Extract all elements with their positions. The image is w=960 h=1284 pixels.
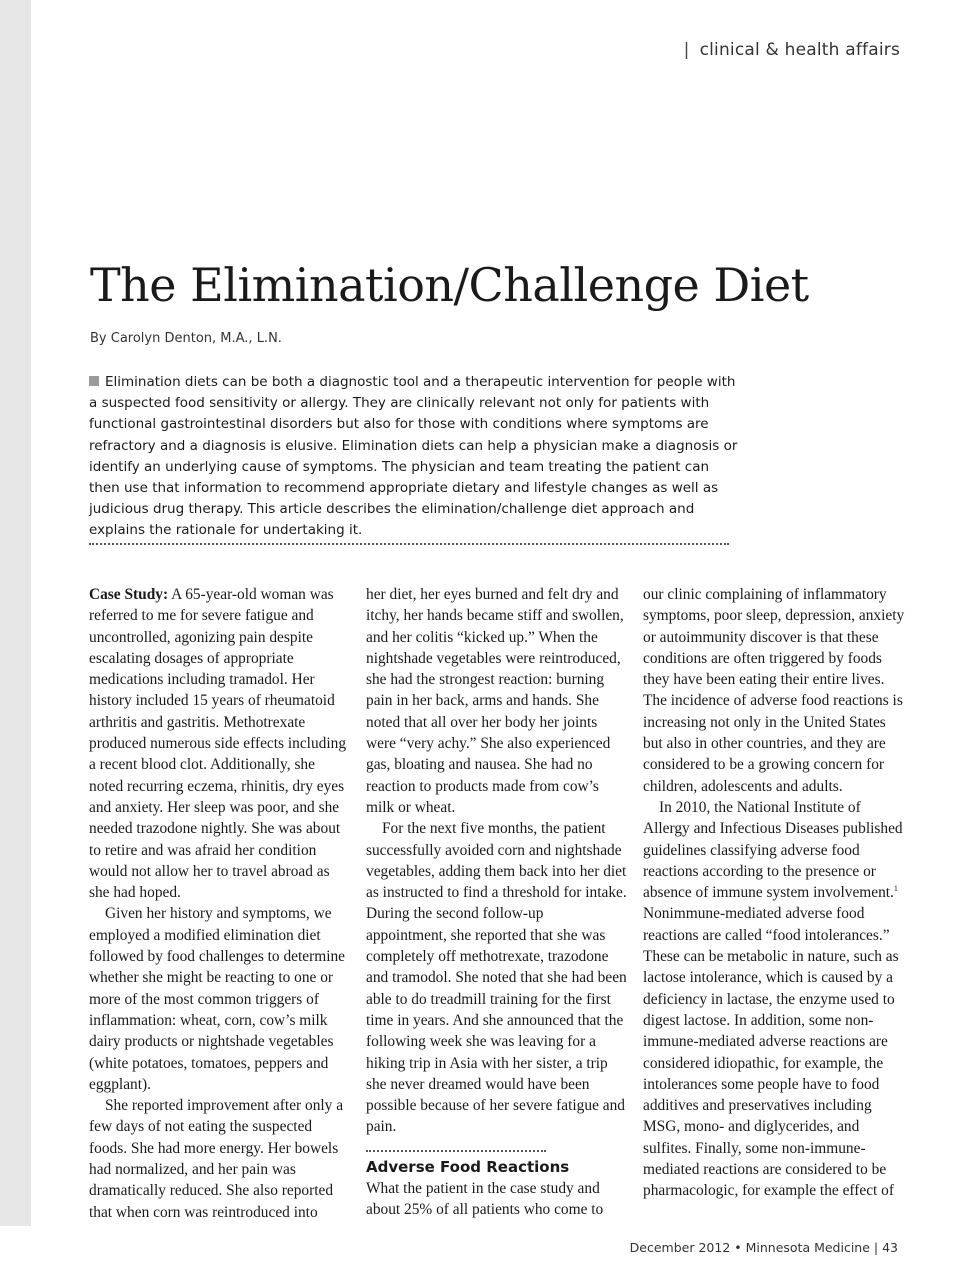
paragraph-2: Given her history and symptoms, we employed a modified elimination diet followed by food challenges to determine whether she might be reacting to one or more of the most common triggers of inflammation: wheat, corn, cow’s milk dairy products or nightshade vegetables (white potatoes, tomatoes, peppers and eggplant). bbox=[89, 905, 346, 1093]
case-study-paragraph: A 65-year-old woman was referred to me for severe fatigue and uncontrolled, agonizing pain despite escalating dosages of appropriate medications including tramadol. Her history included 15 years of rheumatoid arthritis and gastritis. Methotrexate produced numerous side effects including a recent blood clot. Additionally, she noted recurring eczema, rhinitis, dry eyes and anxiety. Her sleep was poor, and she needed trazodone nightly. She was about to retire and was afraid her condition would not allow her to travel abroad as she had hoped. bbox=[89, 586, 347, 902]
paragraph-4: For the next five months, the patient successfully avoided corn and nightshade vegetables, adding them back into her diet as instructed to find a threshold for intake. During the second follow-up appointment, she reported that she was completely off methotrexate, trazodone and tramodol. She noted that she had been able to do treadmill training for the first time in years. And she announced that the following week she was leaving for a hiking trip in Asia with her sister, a trip she never dreamed would have been possible because of her severe fatigue and pain. bbox=[366, 820, 627, 1136]
column-2 bbox=[366, 584, 628, 1220]
paragraph-5-start: What the patient in the case study and about 25% of all patients who come to bbox=[366, 1179, 604, 1219]
column-1 bbox=[89, 584, 351, 1223]
reference-1: 1 bbox=[893, 884, 898, 894]
paragraph-6-text: In 2010, the National Institute of Allergy and Infectious Diseases published guidelines classifying adverse food reactions according to the presence or absence of immune system involvement. bbox=[643, 798, 903, 902]
section-header bbox=[684, 40, 900, 60]
article-title: The Elimination/Challenge Diet bbox=[90, 258, 809, 312]
case-study-label: Case Study: bbox=[89, 586, 169, 603]
abstract bbox=[89, 372, 739, 542]
paragraph-6b-text: Nonimmune-mediated adverse food reactions are called “food intolerances.” These can be metabolic in nature, such as lactose intolerance, which is caused by a deficiency in lactase, the enzyme used to digest lactose. In addition, some non-immune-mediated adverse reactions are considered idiopathic, for example, the intolerances some people have to food additives and preservatives including MSG, mono- and diglycerides, and sulfites. Finally, some non-immune-mediated reactions are considered to be pharmacologic, for example the effect of bbox=[643, 905, 899, 1200]
bullet-square-icon bbox=[89, 376, 99, 386]
subhead-divider bbox=[366, 1150, 546, 1152]
byline: By Carolyn Denton, M.A., L.N. bbox=[90, 331, 282, 346]
abstract-text: Elimination diets can be both a diagnostic tool and a therapeutic intervention for people with a suspected food sensitivity or allergy. They are clinically relevant not only for patients with functional gastrointestinal disorders but also for those with conditions where symptoms are refractory and a diagnosis is elusive. Elimination diets can help a physician make a diagnosis or identify an underlying cause of symptoms. The physician and team treating the patient can then use that information to recommend appropriate dietary and lifestyle changes as well as judicious drug therapy. This article describes the elimination/challenge diet approach and explains the rationale for undertaking it. bbox=[89, 374, 738, 539]
page-margin-bar bbox=[0, 0, 31, 1226]
section-separator: | bbox=[683, 40, 690, 60]
column-3 bbox=[643, 584, 905, 1202]
paragraph-5-cont: our clinic complaining of inflammatory symptoms, poor sleep, depression, anxiety or autoimmunity discover is that these conditions are often triggered by foods they have been eating their entire lives. The incidence of adverse food reactions is increasing not only in the United States but also in other countries, and they are considered to be a growing concern for children, adolescents and adults. bbox=[643, 586, 905, 795]
page-footer: December 2012 • Minnesota Medicine | 43 bbox=[629, 1240, 898, 1255]
paragraph-3-start: She reported improvement after only a few days of not eating the suspected foods. She had more energy. Her bowels had normalized, and her pain was dramatically reduced. She also reported that when corn was reintroduced into bbox=[89, 1097, 344, 1221]
abstract-divider bbox=[89, 543, 729, 545]
subhead-adverse-food-reactions: Adverse Food Reactions bbox=[366, 1157, 570, 1176]
section-label: clinical & health affairs bbox=[699, 40, 900, 60]
paragraph-6 bbox=[643, 797, 905, 1202]
paragraph-3-cont: her diet, her eyes burned and felt dry and itchy, her hands became stiff and swollen, and her colitis “kicked up.” When the nightshade vegetables were reintroduced, she had the strongest reaction: burning pain in her back, arms and hands. She noted that all over her body her joints were “very achy.” She also experienced gas, bloating and nausea. She had no reaction to products made from cow’s milk or wheat. bbox=[366, 586, 624, 816]
